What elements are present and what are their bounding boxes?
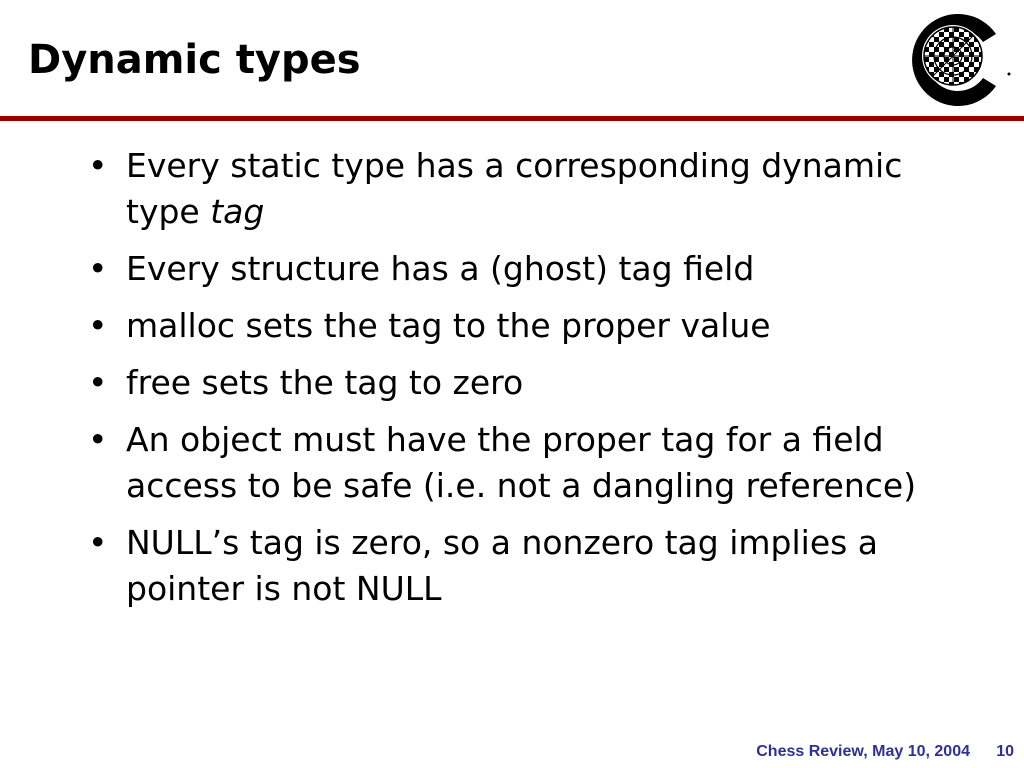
bullet-text: An object must have the proper tag for a field access to be safe (i.e. not a dangling reference): [126, 420, 917, 505]
bullet-text: Every structure has a (ghost) tag field: [126, 249, 755, 288]
bullet-dot: •: [88, 420, 108, 459]
chess-c-logo-icon: [896, 12, 1014, 108]
bullet-text: NULL’s tag is zero, so a nonzero tag implies a pointer is not NULL: [126, 523, 879, 608]
bullet-dot: •: [88, 146, 108, 185]
page-number: 10: [996, 743, 1014, 760]
bullet-emphasis: tag: [210, 192, 265, 231]
title-divider: [0, 116, 1024, 121]
bullet-text: Every static type has a corresponding dynamic type: [126, 146, 903, 231]
bullet-dot: •: [88, 249, 108, 288]
bullet-item: [88, 417, 968, 509]
bullet-item: [88, 520, 968, 612]
bullet-item: [88, 143, 968, 235]
slide-title: Dynamic types: [28, 37, 361, 83]
bullet-dot: •: [88, 523, 108, 562]
bullet-text: free sets the tag to zero: [126, 363, 524, 402]
bullet-item: [88, 360, 968, 406]
footer-text: Chess Review, May 10, 2004: [756, 743, 970, 760]
bullet-list: [88, 143, 968, 623]
bullet-text: malloc sets the tag to the proper value: [126, 306, 771, 345]
bullet-dot: •: [88, 306, 108, 345]
bullet-dot: •: [88, 363, 108, 402]
bullet-item: [88, 303, 968, 349]
bullet-item: [88, 246, 968, 292]
